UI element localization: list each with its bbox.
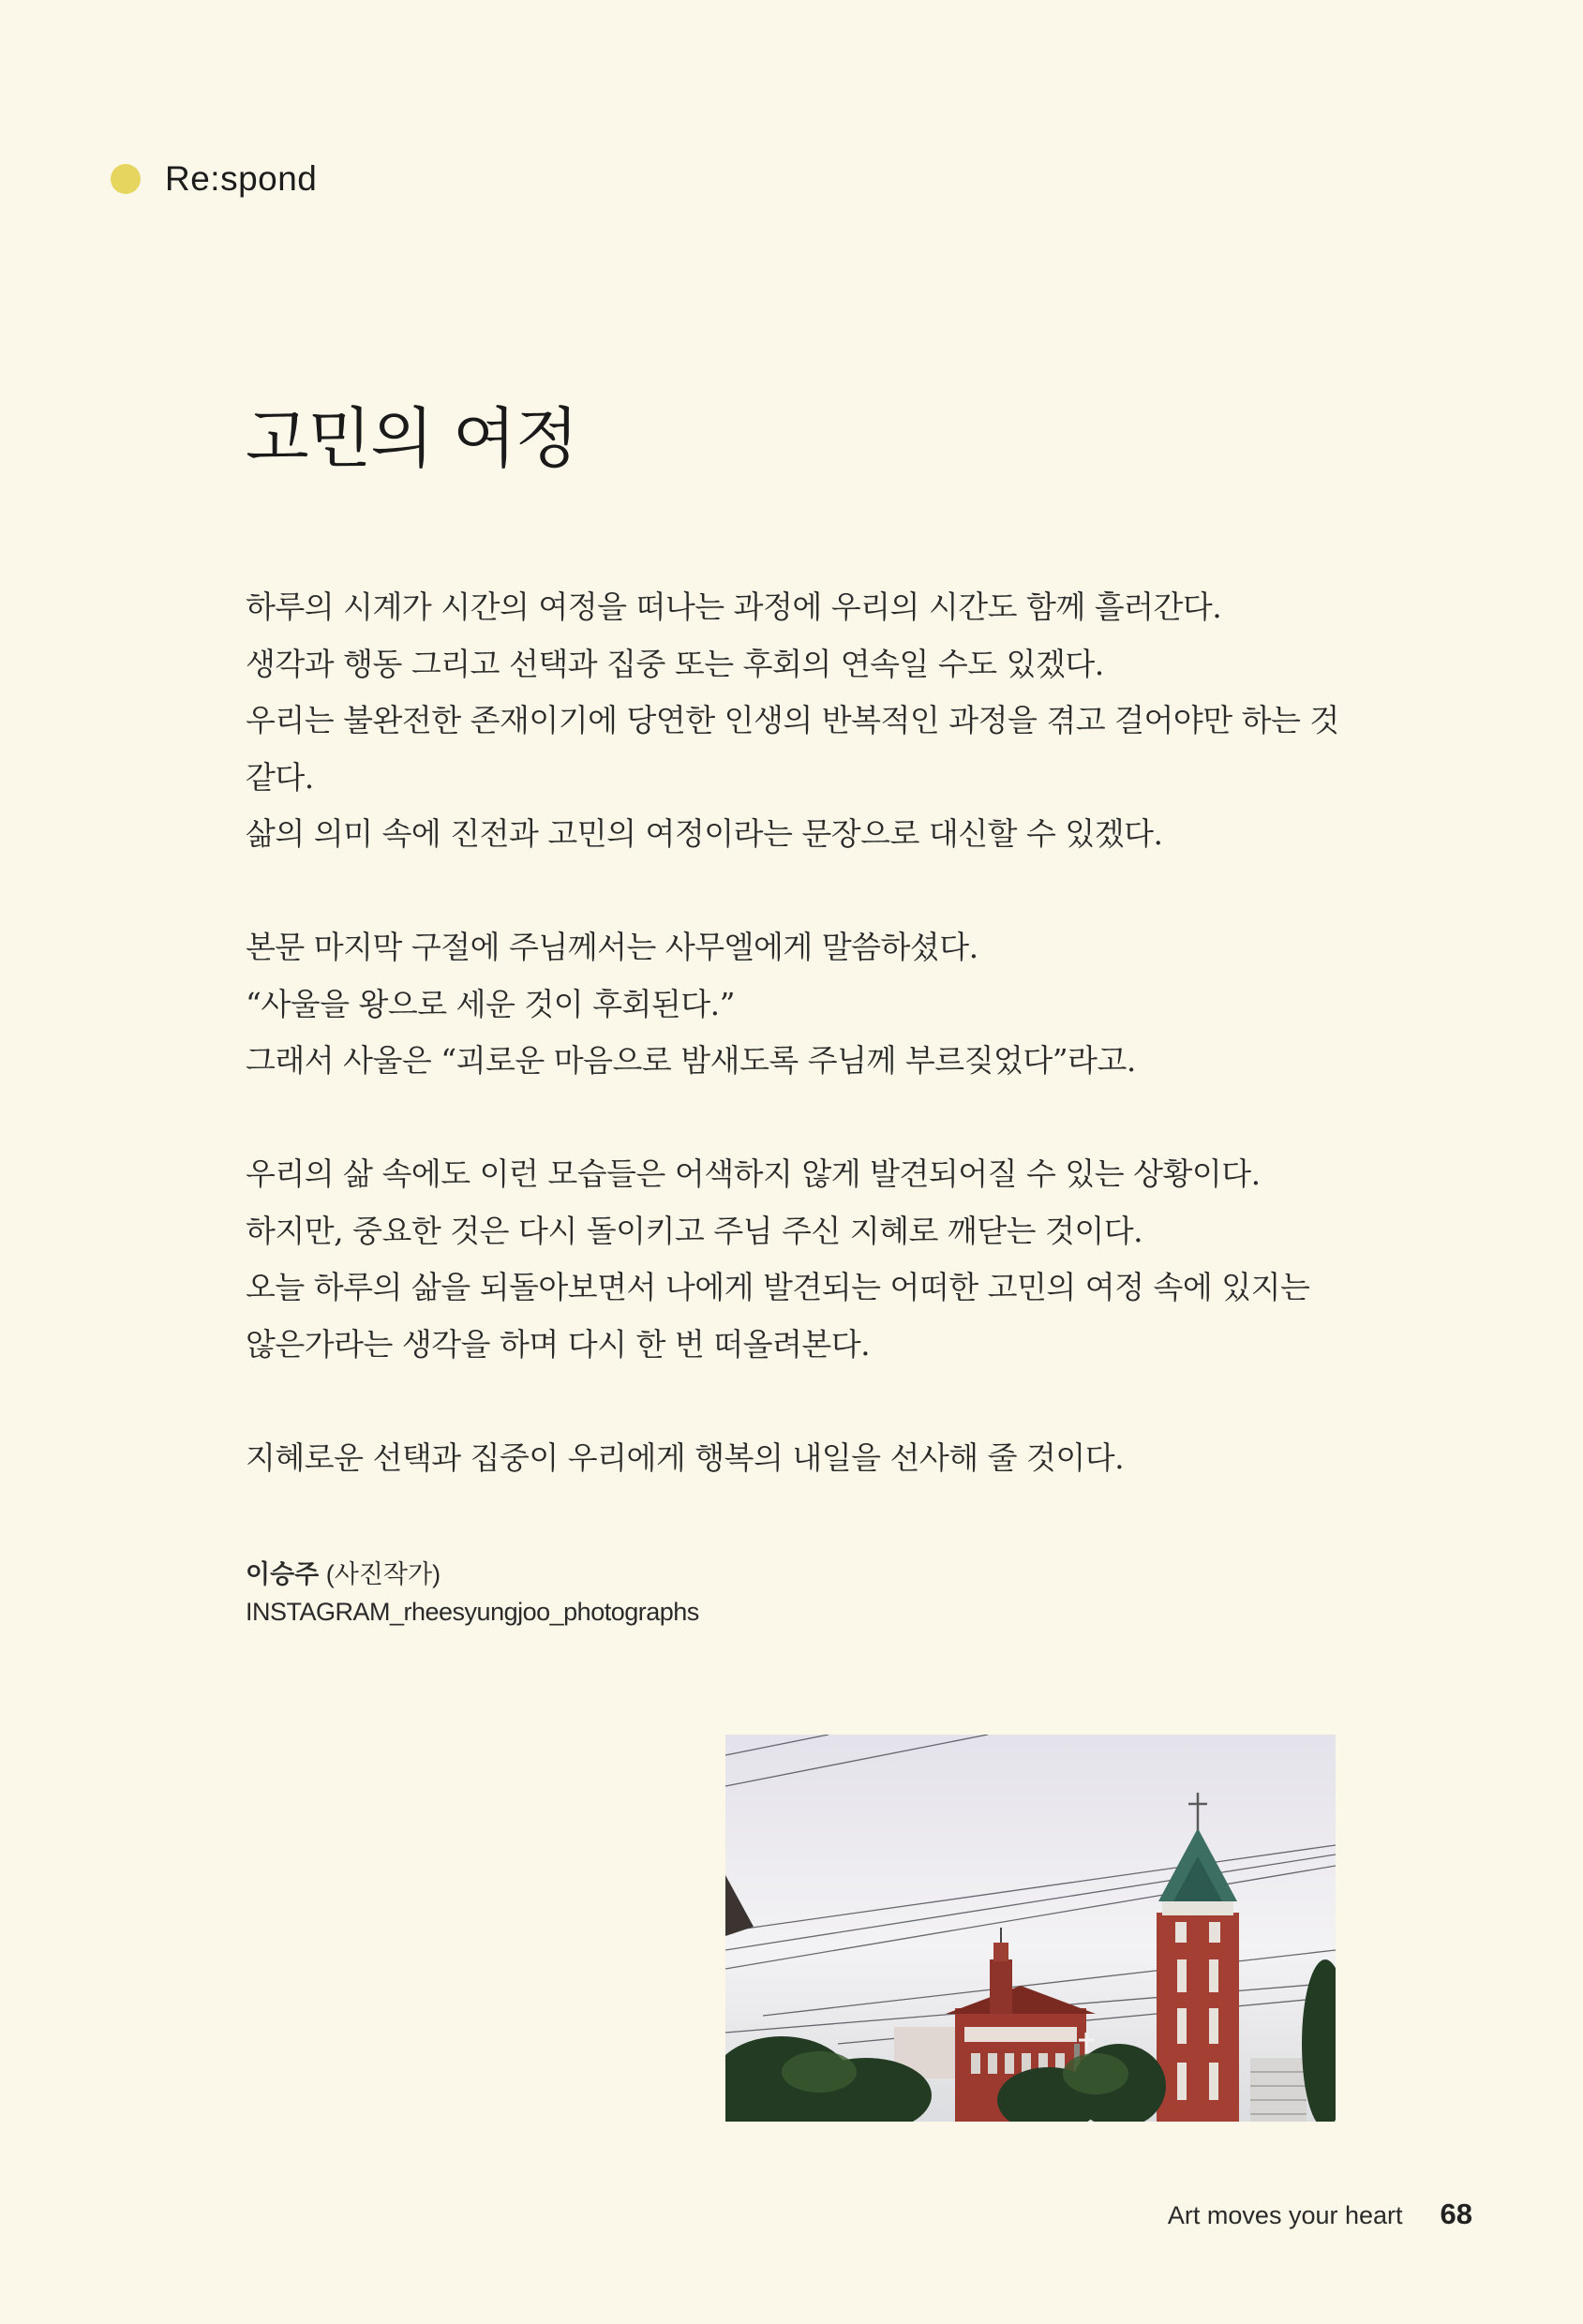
paragraph-line: 삶의 의미 속에 진전과 고민의 여정이라는 문장으로 대신할 수 있겠다. — [246, 815, 1163, 852]
paragraph-line: 우리는 불완전한 존재이기에 당연한 인생의 반복적인 과정을 겪고 걸어야만 하는 것 — [246, 702, 1339, 738]
instagram-handle: INSTAGRAM_rheesyungjoo_photographs — [246, 1598, 699, 1626]
article-paragraph — [246, 1146, 1370, 1373]
paragraph-line: 본문 마지막 구절에 주님께서는 사무엘에게 말씀하셨다. — [246, 929, 978, 965]
photo-credit — [246, 1556, 699, 1631]
paragraph-line: 생각과 행동 그리고 선택과 집중 또는 후회의 연속일 수도 있겠다. — [246, 645, 1104, 682]
page-number: 68 — [1440, 2197, 1472, 2230]
footer-tagline: Art moves your heart — [1167, 2201, 1403, 2229]
article-paragraph — [246, 1430, 1370, 1487]
credit-author — [246, 1556, 699, 1593]
paragraph-line: 그래서 사울은 “괴로운 마음으로 밤새도록 주님께 부르짖었다”라고. — [246, 1042, 1136, 1079]
paragraph-line: 우리의 삶 속에도 이런 모습들은 어색하지 않게 발견되어질 수 있는 상황이다. — [246, 1155, 1261, 1192]
paragraph-line: “사울을 왕으로 세운 것이 후회된다.” — [246, 985, 735, 1022]
author-name: 이승주 — [246, 1560, 320, 1588]
paragraph-line: 같다. — [246, 758, 314, 796]
page-footer — [1168, 2197, 1472, 2231]
article-paragraph — [246, 919, 1370, 1090]
article-paragraph — [246, 579, 1370, 863]
paragraph-line: 오늘 하루의 삶을 되돌아보면서 나에게 발견되는 어떠한 고민의 여정 속에 있지는 — [246, 1269, 1310, 1305]
paragraph-line: 지혜로운 선택과 집중이 우리에게 행복의 내일을 선사해 줄 것이다. — [246, 1438, 1125, 1476]
section-label: Re:spond — [165, 159, 318, 198]
paragraph-line: 하지만, 중요한 것은 다시 돌이키고 주님 주신 지혜로 깨닫는 것이다. — [246, 1212, 1143, 1249]
paragraph-line: 하루의 시계가 시간의 여정을 떠나는 과정에 우리의 시간도 함께 흘러간다. — [246, 588, 1222, 625]
section-dot-icon — [111, 164, 141, 194]
article-title: 고민의 여정 — [246, 400, 578, 477]
author-role: (사진작가) — [325, 1560, 441, 1588]
church-photo — [725, 1735, 1336, 2122]
section-tag — [111, 159, 317, 199]
article-body — [246, 579, 1370, 1486]
paragraph-line: 않은가라는 생각을 하며 다시 한 번 떠올려본다. — [246, 1325, 871, 1363]
